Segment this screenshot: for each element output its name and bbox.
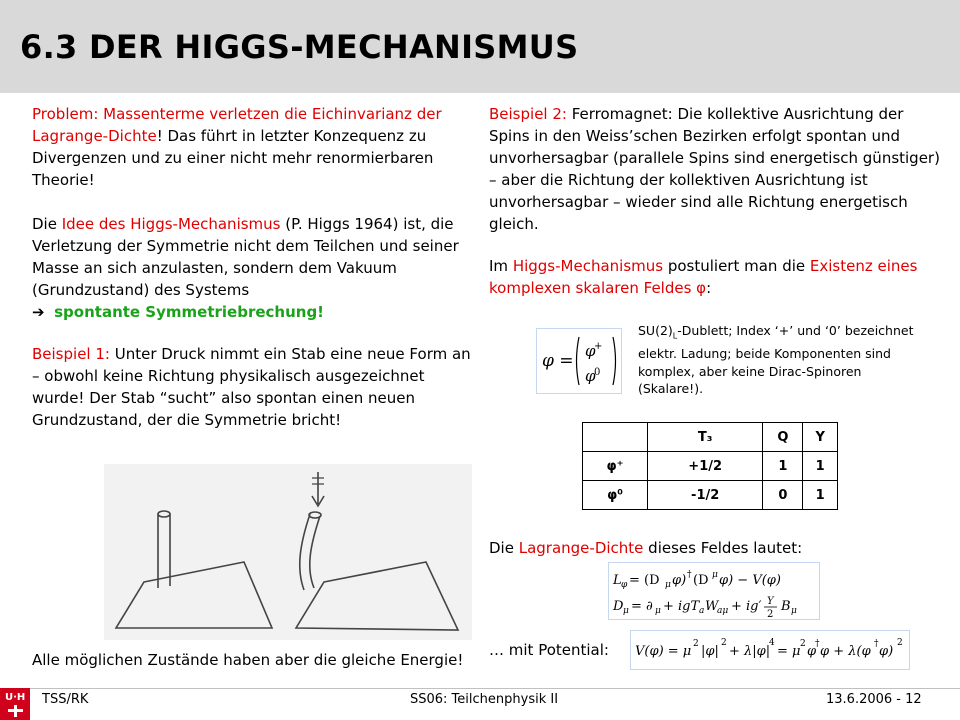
svg-text:+ ig′: + ig′ bbox=[731, 599, 762, 614]
potential-formula bbox=[630, 630, 910, 670]
svg-text:W: W bbox=[705, 599, 719, 614]
svg-text:4: 4 bbox=[769, 638, 775, 648]
header-y: Y bbox=[803, 423, 838, 452]
lagrangian-svg bbox=[609, 563, 819, 619]
header-q: Q bbox=[763, 423, 803, 452]
note-text: -Dublett; Index ‘+’ und ‘0’ bezeichnet elektr. Ladung; beide Komponenten sind komplex, aber keine Dirac-Spinoren (Skalare!). bbox=[638, 323, 914, 396]
svg-text:+ λ|φ|: + λ|φ| bbox=[729, 644, 771, 659]
svg-text:φ): φ) bbox=[879, 644, 894, 659]
higgs-end: : bbox=[706, 279, 712, 297]
phi-doublet-svg bbox=[537, 329, 621, 393]
university-logo bbox=[0, 688, 30, 720]
row-label: φ⁺ bbox=[583, 452, 648, 481]
svg-text:B: B bbox=[781, 599, 791, 614]
svg-text:(D: (D bbox=[693, 573, 709, 588]
row-y: 1 bbox=[803, 452, 838, 481]
table-header-row bbox=[583, 423, 838, 452]
svg-text:μ: μ bbox=[791, 606, 797, 616]
svg-text:φ =: φ = bbox=[542, 351, 574, 371]
example1-label: Beispiel 1: bbox=[32, 345, 110, 363]
svg-text:|φ|: |φ| bbox=[701, 644, 719, 659]
logo-crossbar bbox=[8, 709, 23, 712]
svg-text:= (D: = (D bbox=[629, 573, 660, 588]
svg-text:aμ: aμ bbox=[717, 606, 729, 616]
row-t3: +1/2 bbox=[648, 452, 763, 481]
svg-text:2: 2 bbox=[767, 609, 774, 619]
footer-course: SS06: Teilchenphysik II bbox=[410, 692, 559, 707]
svg-text:μ: μ bbox=[665, 580, 671, 590]
footer-author: TSS/RK bbox=[42, 692, 89, 707]
row-q: 1 bbox=[763, 452, 803, 481]
footer-divider bbox=[0, 688, 960, 689]
row-label: φ⁰ bbox=[583, 481, 648, 510]
row-q: 0 bbox=[763, 481, 803, 510]
potential-svg bbox=[631, 631, 909, 669]
quantum-numbers-table bbox=[582, 422, 838, 510]
higgs-pre: Im bbox=[489, 257, 513, 275]
svg-text:V(φ) = μ: V(φ) = μ bbox=[635, 644, 692, 659]
svg-text:φ) − V(φ): φ) − V(φ) bbox=[719, 573, 781, 588]
svg-text:2: 2 bbox=[897, 638, 903, 648]
svg-text:L: L bbox=[613, 573, 622, 588]
rod-illustration bbox=[104, 464, 472, 640]
spontaneous-symmetry-breaking: spontante Symmetriebrechung! bbox=[54, 303, 325, 321]
svg-text:2: 2 bbox=[721, 638, 727, 648]
svg-text:φ): φ) bbox=[672, 573, 687, 588]
note-subscript: L bbox=[672, 331, 678, 341]
higgs-mid: postuliert man die bbox=[663, 257, 810, 275]
lagrange-pre: Die bbox=[489, 539, 519, 557]
example2-label: Beispiel 2: bbox=[489, 105, 567, 123]
scalar-field-label: Existenz eines komplexen skalaren Feldes φ bbox=[489, 257, 918, 297]
lagrange-paragraph bbox=[489, 537, 941, 559]
note-su2: SU(2) bbox=[638, 323, 673, 338]
svg-text:φ + λ(φ: φ + λ(φ bbox=[820, 644, 871, 659]
header-t3: T₃ bbox=[648, 423, 763, 452]
svg-text:2: 2 bbox=[693, 639, 699, 649]
higgs-mechanism-label: Higgs-Mechanismus bbox=[512, 257, 664, 275]
svg-text:Y: Y bbox=[767, 596, 774, 607]
problem-rest: ! Das führt in letzter Konzequenz zu Divergenzen und zu einer nicht mehr renormierbaren Theorie! bbox=[32, 127, 434, 189]
idea-rest: (P. Higgs 1964) ist, die Verletzung der Symmetrie nicht dem Teilchen und seiner Masse an sich anzulasten, sondern dem Vakuum (Grundzustand) des Systems bbox=[32, 215, 459, 299]
svg-text:φ: φ bbox=[621, 580, 628, 590]
svg-text:0: 0 bbox=[594, 367, 601, 378]
energy-note: Alle möglichen Zustände haben aber die gleiche Energie! bbox=[32, 651, 464, 669]
example2-text: Ferromagnet: Die kollektive Ausrichtung der Spins in den Weiss’schen Bezirken erfolgt spontan und unvorhersagbar (parallele Spins sind energetisch günstiger) – aber die Richtung der kollektiven Ausrichtung ist unvorhersagbar – wieder sind alle Richtung energetisch gleich. bbox=[489, 105, 940, 233]
row-t3: -1/2 bbox=[648, 481, 763, 510]
arrow-icon: ➔ bbox=[32, 303, 45, 321]
svg-text:φ: φ bbox=[807, 644, 817, 659]
problem-paragraph bbox=[32, 103, 478, 191]
svg-text:D: D bbox=[613, 599, 624, 614]
svg-text:μ: μ bbox=[712, 570, 718, 580]
potential-label: … mit Potential: bbox=[489, 641, 609, 659]
problem-text: Problem: Massenterme verletzen die Eichinvarianz der Lagrange-Dichte bbox=[32, 105, 442, 145]
footer-date-page: 13.6.2006 - 12 bbox=[826, 692, 922, 707]
example1-text: Unter Druck nimmt ein Stab eine neue Form an – obwohl keine Richtung physikalisch ausgezeichnet wurde! Der Stab “sucht” also spontan einen neuen Grundzustand, der die Symmetrie bricht! bbox=[32, 345, 471, 429]
title-bar bbox=[0, 0, 960, 93]
svg-text:= ∂: = ∂ bbox=[631, 599, 653, 614]
svg-text:†: † bbox=[815, 639, 820, 649]
svg-text:μ: μ bbox=[623, 606, 629, 616]
doublet-note bbox=[638, 322, 918, 398]
svg-text:φ: φ bbox=[585, 367, 596, 385]
lagrangian-formula bbox=[608, 562, 820, 620]
example2-paragraph bbox=[489, 103, 941, 235]
lagrange-rest: dieses Feldes lautet: bbox=[643, 539, 803, 557]
svg-text:2: 2 bbox=[800, 639, 806, 649]
phi-doublet-formula bbox=[536, 328, 622, 394]
idea-paragraph bbox=[32, 213, 478, 323]
header-empty-cell bbox=[583, 423, 648, 452]
svg-text:+ igT: + igT bbox=[663, 599, 700, 614]
svg-text:a: a bbox=[699, 606, 705, 616]
logo-text: U·H bbox=[5, 692, 26, 703]
svg-text:= μ: = μ bbox=[777, 644, 801, 659]
higgs-paragraph bbox=[489, 255, 941, 299]
svg-text:†: † bbox=[687, 570, 692, 580]
row-y: 1 bbox=[803, 481, 838, 510]
lagrange-label: Lagrange-Dichte bbox=[518, 539, 644, 557]
idea-pre: Die bbox=[32, 215, 62, 233]
svg-text:φ: φ bbox=[585, 342, 596, 360]
svg-text:†: † bbox=[874, 639, 879, 649]
right-column bbox=[489, 103, 941, 299]
svg-text:μ: μ bbox=[655, 606, 661, 616]
svg-text:+: + bbox=[594, 341, 603, 352]
table-row bbox=[583, 481, 838, 510]
example1-paragraph bbox=[32, 343, 478, 431]
table-row bbox=[583, 452, 838, 481]
idea-highlight: Idee des Higgs-Mechanismus bbox=[61, 215, 281, 233]
left-column bbox=[32, 103, 478, 431]
slide-title: 6.3 DER HIGGS-MECHANISMUS bbox=[20, 28, 579, 66]
rod-sketch bbox=[104, 464, 472, 640]
